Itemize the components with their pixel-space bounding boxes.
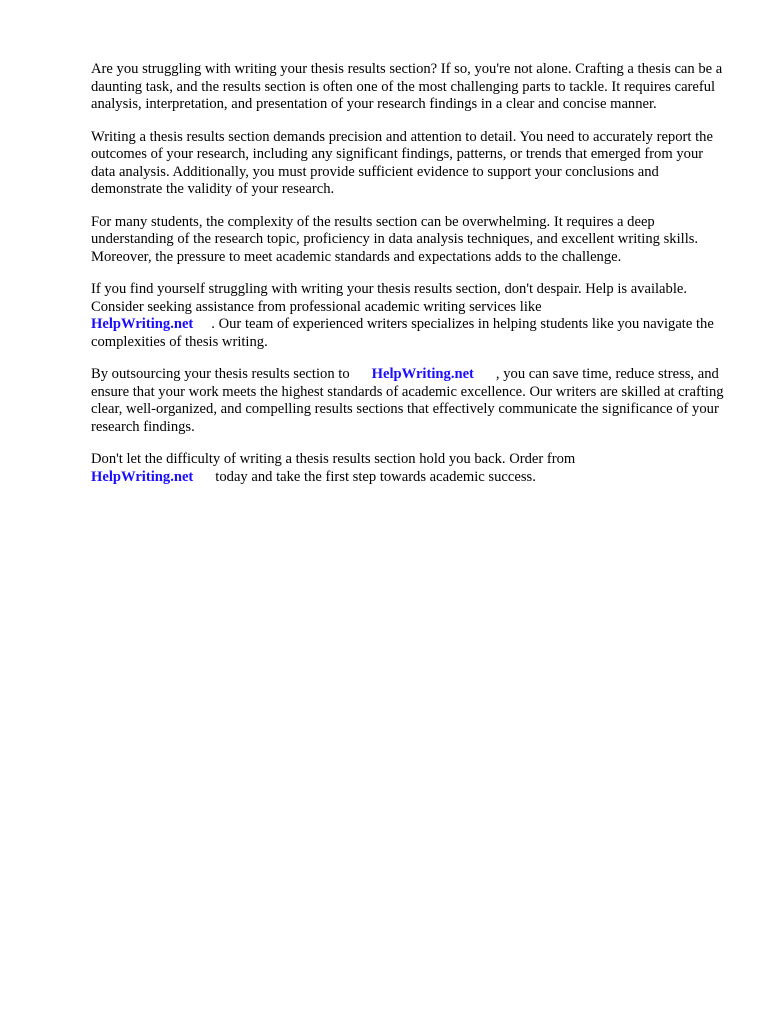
paragraph-help-text-after: . Our team of experienced writers specializes in helping students like you navigate the complexities of thesis writing.: [91, 316, 714, 350]
paragraph-help: [91, 281, 727, 351]
paragraph-order: [91, 451, 727, 486]
paragraph-precision: Writing a thesis results section demands precision and attention to detail. You need to accurately report the outcomes of your research, including any significant findings, patterns, or trends that emerged from your data analysis. Additionally, you must provide sufficient evidence to support your conclusions and demonstrate the validity of your research.: [91, 128, 713, 197]
paragraph-outsourcing-text-after: , you can save time, reduce stress, and ensure that your work meets the highest standards of academic excellence. Our writers are skilled at crafting clear, well-organized, and compelling results sections that effectively communicate the significance of your research findings.: [91, 366, 724, 435]
paragraph-complexity: For many students, the complexity of the results section can be overwhelming. It requires a deep understanding of the research topic, proficiency in data analysis techniques, and excellent writing skills. Moreover, the pressure to meet academic standards and expectations adds to the challenge.: [91, 213, 699, 265]
paragraph-outsourcing: [91, 366, 727, 436]
paragraph-help-text-before: If you find yourself struggling with writing your thesis results section, don't despair. Help is available. Consider seeking assistance from professional academic writing services like: [91, 281, 688, 315]
paragraph-outsourcing-text-before: By outsourcing your thesis results section to: [91, 366, 350, 382]
document-body: [91, 61, 727, 501]
helpwriting-link-1[interactable]: HelpWriting.net: [91, 316, 194, 332]
helpwriting-link-3[interactable]: HelpWriting.net: [91, 468, 194, 485]
paragraph-order-text-after: today and take the first step towards academic success.: [215, 468, 536, 485]
paragraph-intro: Are you struggling with writing your thesis results section? If so, you're not alone. Crafting a thesis can be a daunting task, and the results section is often one of the most challenging parts to tackle. It requires careful analysis, interpretation, and presentation of your research findings in a clear and concise manner.: [91, 61, 723, 112]
paragraph-order-text-before: Don't let the difficulty of writing a thesis results section hold you back. Order from: [91, 451, 576, 467]
helpwriting-link-2[interactable]: HelpWriting.net: [371, 366, 474, 382]
